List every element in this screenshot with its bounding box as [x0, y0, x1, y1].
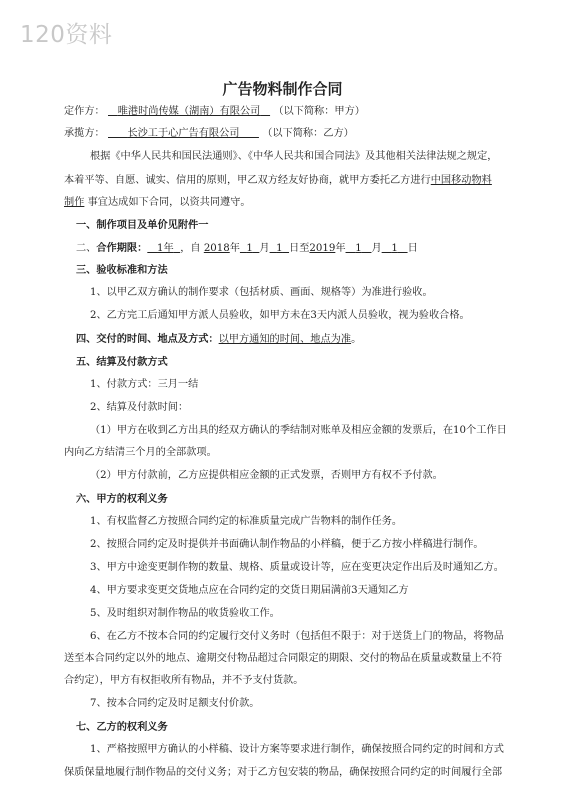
party-a-suffix: （以下简称：甲方） — [273, 106, 365, 117]
project-name: 中国移动物料 — [430, 175, 492, 186]
section-5-heading: 五、结算及付款方式 — [76, 356, 168, 368]
delivery-terms: 以甲方通知的时间、地点为准 — [218, 334, 352, 345]
section-3-item-2: 2、乙方完工后通知甲方派人员验收，如甲方未在3天内派人员验收，视为验收合格。 — [90, 310, 470, 321]
intro-line-1: 根据《中华人民共和国民法通则》、《中华人民共和国合同法》及其他相关法律法规之规定， — [90, 151, 498, 162]
section-6-item-5: 5、及时组织对制作物品的收货验收工作。 — [90, 608, 280, 619]
section-6-item-2: 2、按照合同约定及时提供并书面确认制作物品的小样稿，便于乙方按小样稿进行制作。 — [90, 539, 484, 550]
section-6-item-4: 4、甲方要求变更交货地点应在合同约定的交货日期届满前3天通知乙方 — [90, 585, 409, 596]
watermark: 120资料 — [20, 22, 113, 48]
section-6-item-1: 1、有权监督乙方按照合同约定的标准质量完成广告物料的制作任务。 — [90, 516, 403, 527]
party-b-line — [64, 127, 354, 141]
section-7-item-1a: 1、严格按照甲方确认的小样稿、设计方案等要求进行制作，确保按照合同约定的时间和方式 — [90, 744, 504, 755]
section-1-heading: 一、制作项目及单价见附件一 — [76, 219, 209, 231]
party-a-line — [64, 105, 365, 119]
section-5-item-1: 1、付款方式：三月一结 — [90, 379, 199, 390]
party-b-label: 承揽方： — [64, 128, 105, 139]
party-a-label: 定作方： — [64, 106, 105, 117]
section-7-heading: 七、乙方的权利义务 — [76, 721, 168, 733]
section-4-heading: 四、交付的时间、地点及方式：以甲方通知的时间、地点为准。 — [76, 333, 362, 345]
section-5-item-2: 2、结算及付款时间： — [90, 402, 189, 413]
section-6-heading: 六、甲方的权利义务 — [76, 493, 168, 505]
section-6-item-3: 3、甲方中途变更制作物的数量、规格、质量或设计等，应在变更决定作出后及时通知乙方。 — [90, 562, 504, 573]
section-6-item-6c: 合约定），甲方有权拒收所有物品，并不予支付货款。 — [64, 675, 304, 686]
party-b-suffix: （以下简称：乙方） — [262, 128, 354, 139]
section-2-term: 二、合作期限： 1年 ，自 2018年 1 月 1 日至2019年 1 月 1 日 — [76, 242, 418, 254]
section-6-item-6a: 6、在乙方不按本合同的约定履行交付义务时（包括但不限于：对于送货上门的物品，将物品 — [90, 631, 504, 642]
intro-line-2: 本着平等、自愿、诚实、信用的原则，甲乙双方经友好协商，就甲方委托乙方进行中国移动物料 — [64, 175, 492, 186]
section-6-item-6b: 送至本合同约定以外的地点、逾期交付物品超过合同限定的期限、交付的物品在质量或数量上不符 — [64, 653, 503, 664]
project-name-cont: 制作 — [64, 197, 85, 208]
section-5-item-3a: （1）甲方在收到乙方出具的经双方确认的季结制对账单及相应金额的发票后，在10个工作日 — [90, 425, 507, 436]
section-5-item-4: （2）甲方付款前，乙方应提供相应金额的正式发票，否则甲方有权不予付款。 — [90, 470, 443, 481]
section-5-item-3b: 内向乙方结清三个月的全部款项。 — [64, 447, 217, 458]
intro-line-3: 制作 事宜达成如下合同，以资共同遵守。 — [64, 197, 251, 208]
section-3-heading: 三、验收标准和方法 — [76, 264, 168, 276]
party-a-name: 唯港时尚传媒（湖南）有限公司 — [117, 106, 261, 117]
section-7-item-1b: 保质保量地履行制作物品的交付义务；对于乙方包安装的物品，确保按照合同约定的时间履行全部 — [64, 767, 503, 778]
section-3-item-1: 1、以甲乙双方确认的制作要求（包括材质、画面、规格等）为准进行验收。 — [90, 287, 433, 298]
section-6-item-7: 7、按本合同约定及时足额支付价款。 — [90, 698, 260, 709]
party-b-name: 长沙工于心广告有限公司 — [127, 128, 240, 139]
document-title: 广告物料制作合同 — [222, 80, 343, 98]
